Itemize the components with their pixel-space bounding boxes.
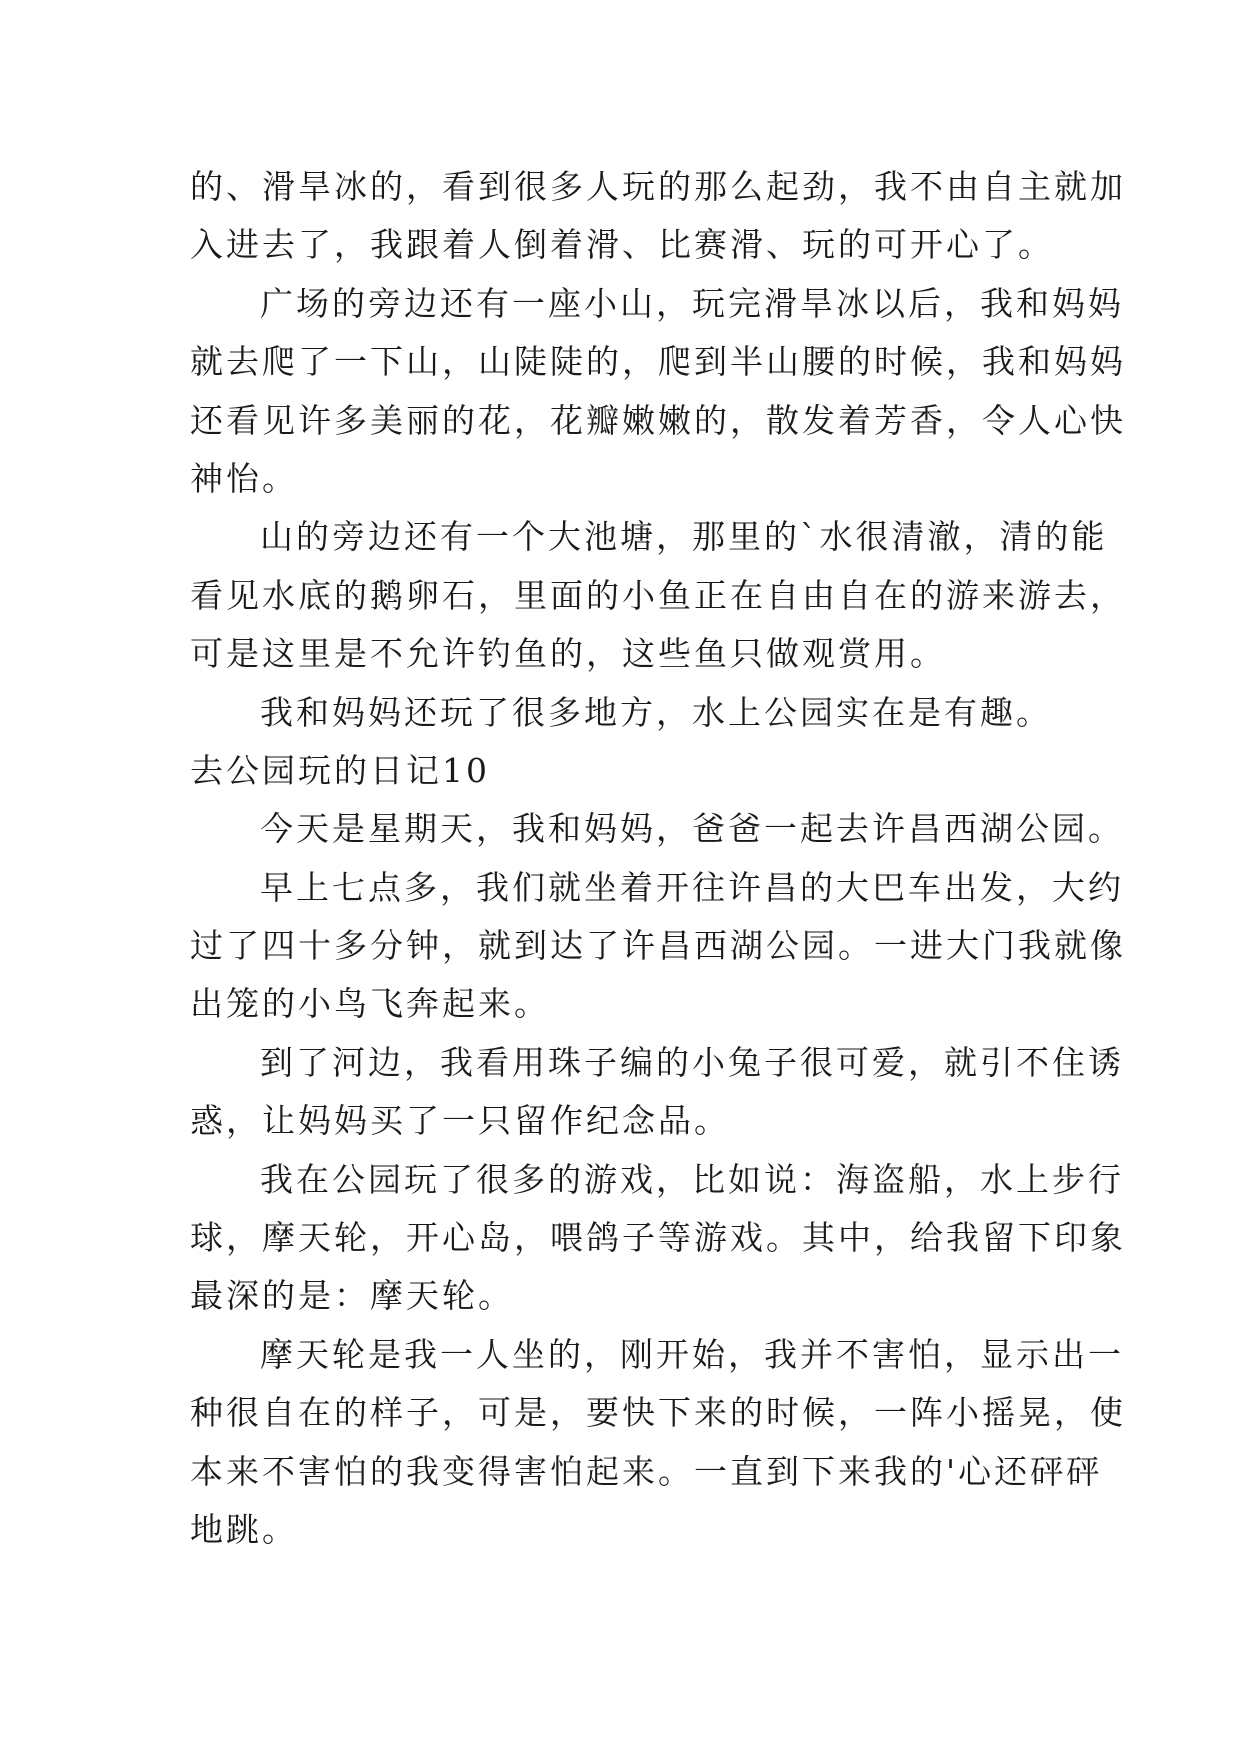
text-line: 出笼的小鸟飞奔起来。 xyxy=(190,984,550,1024)
text-line: 我和妈妈还玩了很多地方，水上公园实在是有趣。 xyxy=(260,692,1052,732)
text-line: 摩天轮是我一人坐的，刚开始，我并不害怕，显示出一 xyxy=(260,1334,1124,1374)
text-line: 我在公园玩了很多的游戏，比如说：海盗船，水上步行 xyxy=(260,1159,1124,1199)
text-line: 可是这里是不允许钓鱼的，这些鱼只做观赏用。 xyxy=(190,634,946,674)
text-line: 早上七点多，我们就坐着开往许昌的大巴车出发，大约 xyxy=(260,867,1124,907)
text-line: 山的旁边还有一个大池塘，那里的`水很清澈，清的能 xyxy=(260,517,1108,557)
section-heading: 去公园玩的日记10 xyxy=(190,750,490,790)
text-line: 的、滑旱冰的，看到很多人玩的那么起劲，我不由自主就加 xyxy=(190,167,1126,206)
text-line: 入进去了，我跟着人倒着滑、比赛滑、玩的可开心了。 xyxy=(190,225,1054,265)
document-page xyxy=(190,158,1126,1559)
text-line: 惑，让妈妈买了一只留作纪念品。 xyxy=(190,1101,730,1141)
text-line: 就去爬了一下山，山陡陡的，爬到半山腰的时候，我和妈妈 xyxy=(190,342,1126,382)
text-line: 过了四十多分钟，就到达了许昌西湖公园。一进大门我就像 xyxy=(190,926,1126,966)
text-line: 今天是星期天，我和妈妈，爸爸一起去许昌西湖公园。 xyxy=(260,809,1124,849)
text-line: 本来不害怕的我变得害怕起来。一直到下来我的'心还砰砰 xyxy=(190,1451,1103,1491)
text-line: 地跳。 xyxy=(190,1509,298,1549)
text-line: 看见水底的鹅卵石，里面的小鱼正在自由自在的游来游去， xyxy=(190,575,1126,615)
text-line: 最深的是：摩天轮。 xyxy=(190,1276,514,1316)
text-line: 球，摩天轮，开心岛，喂鸽子等游戏。其中，给我留下印象 xyxy=(190,1218,1126,1258)
text-line: 广场的旁边还有一座小山，玩完滑旱冰以后，我和妈妈 xyxy=(260,283,1124,323)
text-line: 种很自在的样子，可是，要快下来的时候，一阵小摇晃，使 xyxy=(190,1393,1126,1433)
text-line: 到了河边，我看用珠子编的小兔子很可爱，就引不住诱 xyxy=(260,1042,1124,1082)
text-line: 还看见许多美丽的花，花瓣嫩嫩的，散发着芳香，令人心快 xyxy=(190,400,1126,440)
text-line: 神怡。 xyxy=(190,458,298,498)
